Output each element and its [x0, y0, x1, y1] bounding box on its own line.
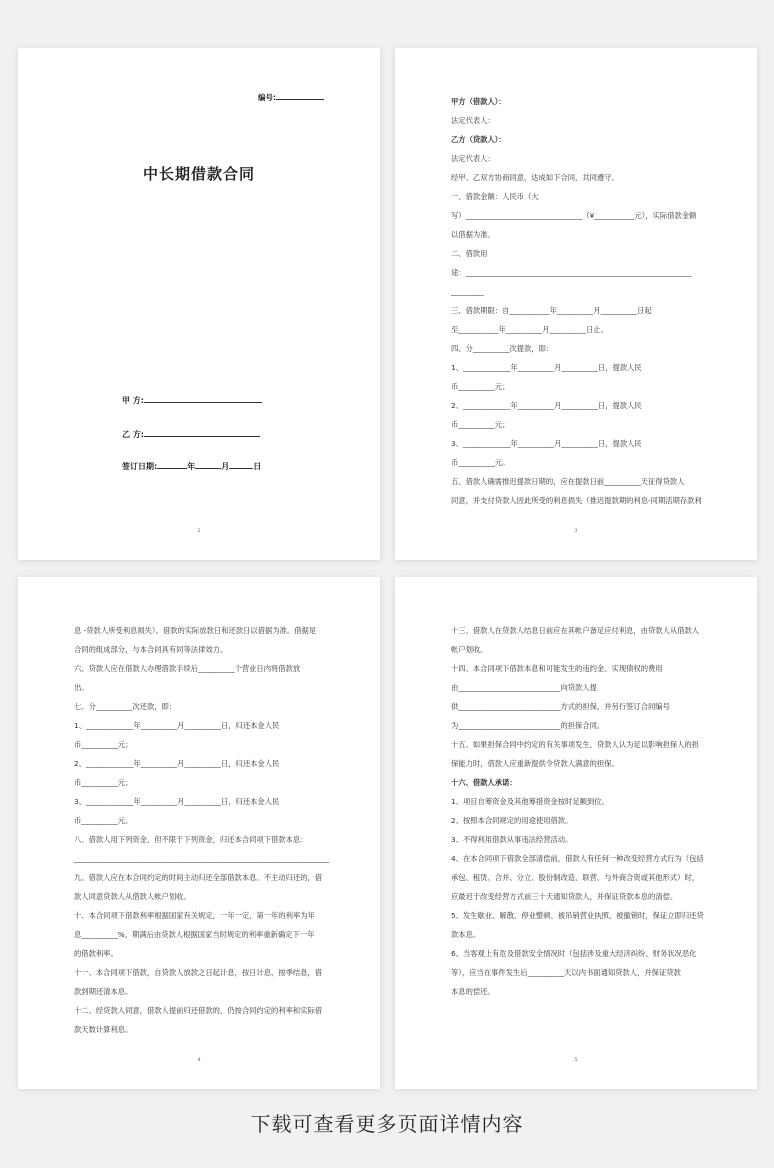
- clause-line: 款天数计算利息。: [74, 1025, 133, 1034]
- clause-line: 本息的偿还。: [451, 987, 495, 996]
- clause-line: 七、分__________次还款，即：: [74, 702, 177, 711]
- clause-line: 的借款利率。: [74, 949, 118, 958]
- clause-line: 3、不得利用借款从事违法经营活动。: [451, 835, 573, 844]
- clause-line: 十二、经贷款人同意，借款人提前归还借款的，仍按合同约定的利率和实际借: [74, 1006, 323, 1015]
- party-b-blank: [144, 429, 260, 437]
- month-label: 月: [221, 462, 230, 471]
- page-number: 4: [197, 1057, 201, 1063]
- clause-line: 八、借款人用下列资金，但不限于下列资金，归还本合同项下借款本息：: [74, 835, 308, 844]
- party-b-label: 乙 方:: [122, 430, 144, 439]
- clause-line: 币__________元。: [74, 816, 133, 825]
- clause-line: 2、按照本合同规定的用途使用借款。: [451, 816, 573, 825]
- clause-line: 由____________________________向贷款人提: [451, 683, 597, 692]
- clause-line: 同意，并支付贷款人因此所受的利息损失（推迟提款期的利息-同期活期存款利: [451, 496, 702, 505]
- page-body: [451, 621, 717, 1001]
- download-more-caption: 下载可查看更多页面详情内容: [250, 1112, 524, 1136]
- year-blank: [157, 461, 187, 469]
- clause-line: 2、_____________年__________月__________日，归还本金人民: [74, 759, 280, 768]
- clause-line: 一、借款金额：人民币（大: [451, 192, 539, 201]
- clause-line: 合同的组成部分，与本合同具有同等法律效力。: [74, 645, 228, 654]
- clause-line: 以借据为准。: [451, 230, 495, 239]
- day-label: 日: [253, 462, 262, 471]
- clause-line: 款到期还清本息。: [74, 987, 133, 996]
- contract-number: [258, 92, 324, 103]
- clause-line: 等），应当在事件发生后__________天以内书面通知贷款人，并保证贷款: [451, 968, 681, 977]
- page-number: 3: [574, 528, 578, 534]
- clause-line: 甲方（借款人）：: [451, 97, 506, 106]
- page-number: 5: [574, 1057, 578, 1063]
- clause-line: 1、_____________年__________月__________日，归还本金人民: [74, 721, 280, 730]
- clause-line: 息__________%，期满后由贷款人根据国家当时规定的利率重新确定下一年: [74, 930, 315, 939]
- clause-line: 息 -贷款人所受利息损失）。借款的实际放款日和还款日以借据为准。借据是: [74, 626, 317, 635]
- clause-line: 款本息。: [451, 930, 481, 939]
- document-title: 中长期借款合同: [142, 165, 255, 183]
- clause-line: 3、_____________年__________月__________日，提款人民: [451, 439, 642, 448]
- month-blank: [195, 461, 221, 469]
- document-page-cover: [18, 48, 380, 560]
- clause-line: 4、在本合同项下借款全部清偿前，借款人有任何一种改变经营方式行为（包括: [451, 854, 704, 863]
- clause-line: 币__________元；: [74, 778, 133, 787]
- contract-number-blank: [276, 92, 324, 100]
- document-page-4: [395, 577, 757, 1089]
- clause-line: 三、借款期限：自___________年__________月__________日起: [451, 306, 652, 315]
- clause-line: 十六、借款人承诺：: [451, 778, 517, 787]
- year-label: 年: [187, 462, 196, 471]
- clause-line: 至___________年__________月__________日止。: [451, 325, 608, 334]
- sign-date-field: [122, 461, 261, 472]
- clause-line: 法定代表人：: [451, 116, 495, 125]
- party-b-field: [122, 429, 260, 440]
- clause-line: 币__________元；: [451, 420, 510, 429]
- clause-line: 经甲、乙双方协商同意，达成如下合同，共同遵守。: [451, 173, 619, 182]
- clause-line: 保能力时，借款人应重新提供令贷款人满意的担保。: [451, 759, 619, 768]
- party-a-field: [122, 395, 262, 406]
- clause-line: 乙方（贷款人）：: [451, 135, 506, 144]
- party-a-blank: [144, 395, 262, 403]
- page-body: [451, 92, 717, 510]
- clause-line: 九、借款人应在本合同约定的时间主动归还全部借款本息。不主动归还的，借: [74, 873, 323, 882]
- clause-line: 应最迟于改变经营方式前三十天通知贷款人，并保证贷款本息的清偿。: [451, 892, 678, 901]
- clause-line: 3、_____________年__________月__________日，归还本金人民: [74, 797, 280, 806]
- day-blank: [229, 461, 253, 469]
- clause-line: 五、借款人确需推迟提款日期的，应在提款日前__________天征得贷款人: [451, 477, 685, 486]
- clause-line: 款人同意贷款人从借款人帐户划收。: [74, 892, 191, 901]
- clause-line: 币__________元。: [451, 458, 510, 467]
- clause-line: 十一、本合同项下借款，自贷款人放款之日起计息，按日计息，按季结息，借: [74, 968, 323, 977]
- clause-line: _________: [451, 287, 484, 296]
- clause-line: 供____________________________方式的担保，并另行签订合同编号: [451, 702, 670, 711]
- clause-line: 六、贷款人应在借款人办理借款手续后__________个营业日内将借款放: [74, 664, 301, 673]
- document-page-2: [395, 48, 757, 560]
- clause-line: 承包、租赁、合并、分立、股份制改造、联营、与外商合资或其他形式）时，: [451, 873, 700, 882]
- party-a-label: 甲 方:: [122, 396, 144, 405]
- sign-date-label: 签订日期:: [122, 462, 158, 471]
- clause-line: 十五、如果担保合同中约定的有关事项发生，贷款人认为足以影响担保人的担: [451, 740, 700, 749]
- clause-line: 帐户划收。: [451, 645, 488, 654]
- clause-line: 出。: [74, 683, 89, 692]
- clause-line: 5、发生歇业、解散、停业整顿、被吊销营业执照、被撤销时，保证立即归还贷: [451, 911, 704, 920]
- clause-line: 十四、本合同项下借款本息和可能发生的违约金、实现债权的费用: [451, 664, 663, 673]
- clause-line: 1、项目自筹资金及其他筹措资金按时足额到位。: [451, 797, 609, 806]
- contract-number-label: 编号:: [258, 93, 276, 102]
- clause-line: 2、_____________年__________月__________日，提款人民: [451, 401, 642, 410]
- clause-line: 为____________________________的担保合同。: [451, 721, 605, 730]
- clause-line: 途：______________________________________________________________: [451, 268, 692, 277]
- clause-line: 币__________元；: [451, 382, 510, 391]
- clause-line: 1、_____________年__________月__________日，提款人民: [451, 363, 642, 372]
- clause-line: 十、本合同项下借款利率根据国家有关规定，一年一定，第一年的利率为年: [74, 911, 315, 920]
- clause-line: 6、当客观上有危及借款安全情况时（包括涉及重大经济纠纷、财务状况恶化: [451, 949, 697, 958]
- document-page-3: [18, 577, 380, 1089]
- page-body: [74, 621, 340, 1039]
- clause-line: ______________________________________________________________________: [74, 854, 330, 863]
- clause-line: 十三、借款人在贷款人结息日前应在其帐户备足应付利息，由贷款人从借款人: [451, 626, 700, 635]
- clause-line: 二、借款用: [451, 249, 488, 258]
- clause-line: 四、分__________次提款，即：: [451, 344, 554, 353]
- page-number: 2: [197, 528, 201, 534]
- clause-line: 写）________________________________（¥___________元），实际借款金额: [451, 211, 697, 220]
- clause-line: 法定代表人：: [451, 154, 495, 163]
- clause-line: 币__________元；: [74, 740, 133, 749]
